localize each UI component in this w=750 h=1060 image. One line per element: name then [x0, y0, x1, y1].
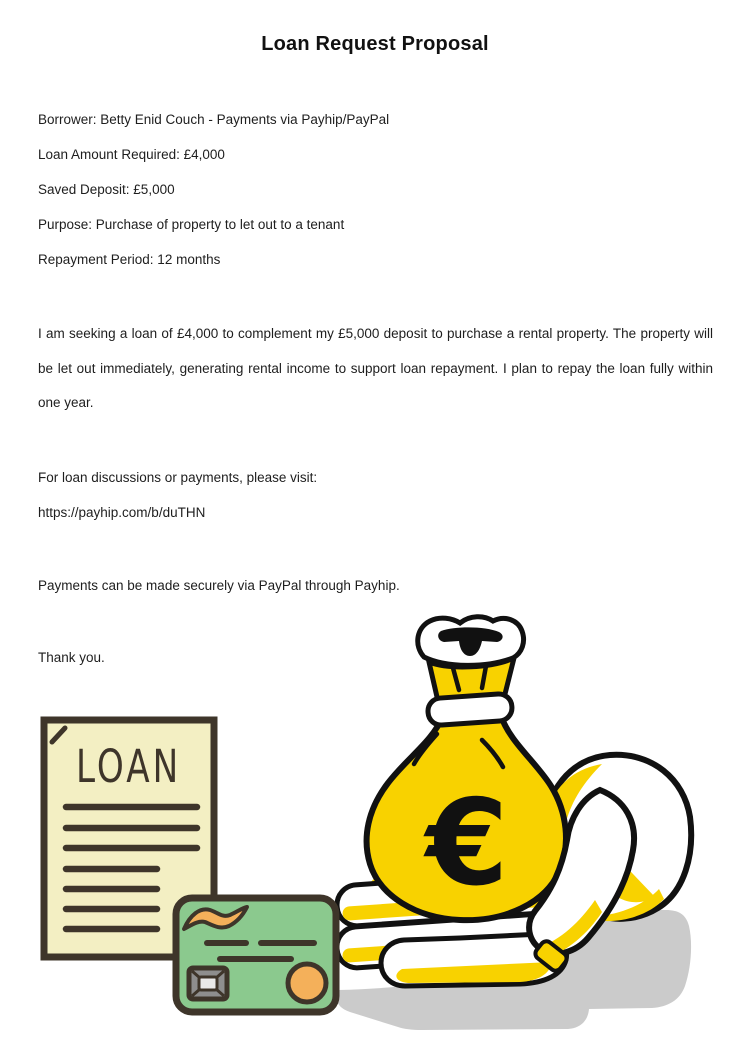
loan-amount-line: Loan Amount Required: £4,000 [38, 147, 225, 162]
card-chip-icon [189, 968, 227, 999]
purpose-line: Purpose: Purchase of property to let out to a tenant [38, 217, 345, 232]
visit-prompt-line: For loan discussions or payments, please visit: [38, 470, 318, 485]
borrower-line: Borrower: Betty Enid Couch - Payments via Payhip/PayPal [38, 112, 390, 127]
bag-tie-band [427, 693, 513, 726]
repayment-period-line: Repayment Period: 12 months [38, 252, 221, 267]
page-title: Loan Request Proposal [261, 33, 489, 55]
money-bag-icon [367, 617, 566, 920]
loan-paper-label: LOAN [76, 741, 182, 794]
euro-symbol: € [425, 775, 509, 913]
credit-card-icon [176, 898, 336, 1012]
loan-illustration [0, 600, 750, 1060]
saved-deposit-line: Saved Deposit: £5,000 [38, 182, 175, 197]
payments-info-line: Payments can be made securely via PayPal through Payhip. [38, 578, 400, 593]
closing-line: Thank you. [38, 650, 105, 665]
payhip-url[interactable]: https://payhip.com/b/duTHN [38, 505, 206, 520]
body-paragraph: I am seeking a loan of £4,000 to complement my £5,000 deposit to purchase a rental property. The property will be let out immediately, generating rental income to support loan repayment. I plan to repay the loan fully within one year. [38, 326, 713, 411]
card-coin-circle [288, 964, 326, 1002]
